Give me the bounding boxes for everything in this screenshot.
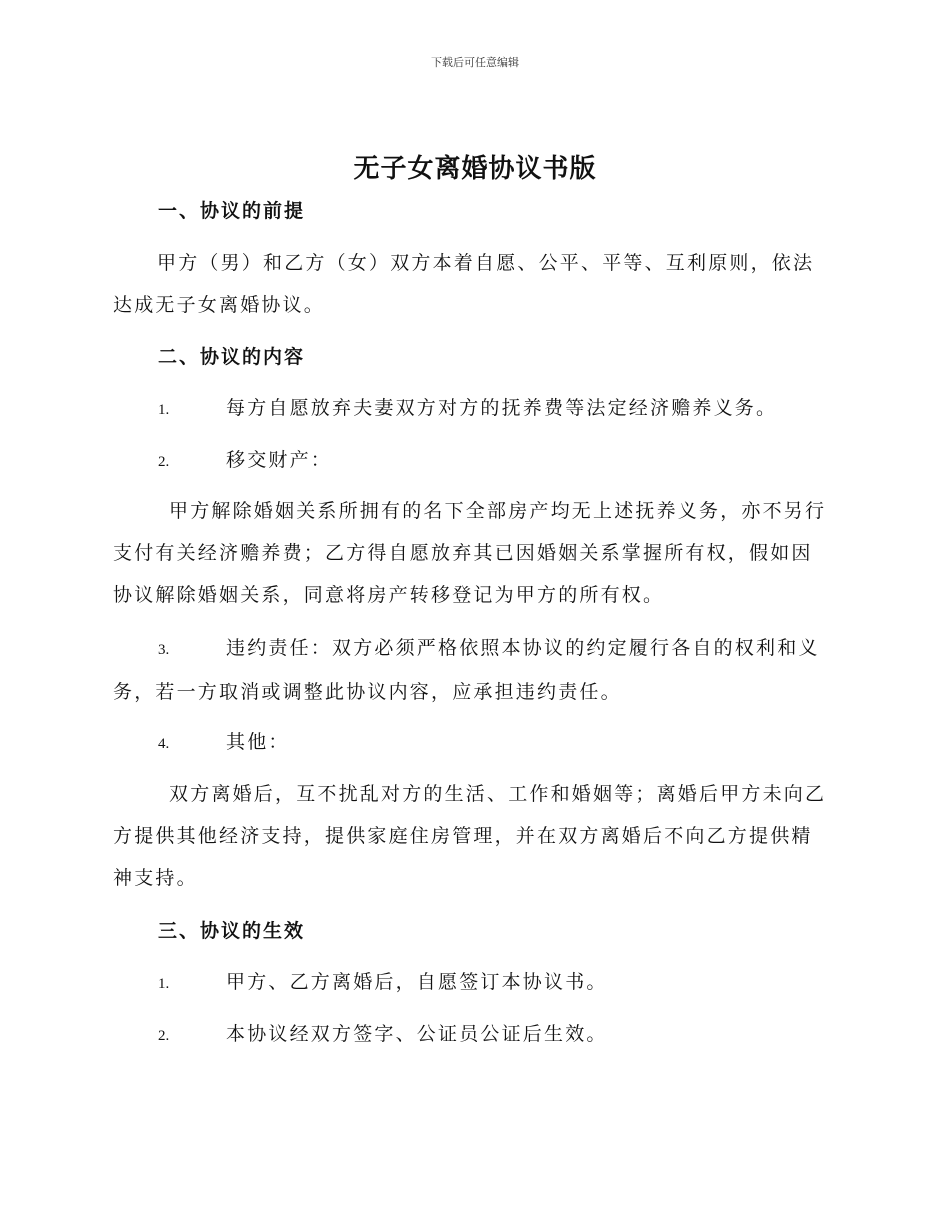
property-text: 甲方解除婚姻关系所拥有的名下全部房产均无上述抚养义务，亦不另行支付有关经济赡养费；乙方得自愿放弃其已因婚姻关系掌握所有权，假如因协议解除婚姻关系，同意将房产转移登记为甲方的所有权。 bbox=[113, 500, 827, 606]
premise-paragraph bbox=[113, 242, 833, 326]
item-number: 2. bbox=[158, 1028, 170, 1044]
property-paragraph bbox=[113, 490, 833, 616]
effect-item-1 bbox=[158, 961, 833, 1005]
item-text: 其他： bbox=[226, 731, 290, 753]
effect-item-2 bbox=[158, 1013, 833, 1057]
item-text: 违约责任：双方必须严格依照本协议的约定履行各自的权利和义务，若一方取消或调整此协议内容，应承担违约责任。 bbox=[113, 637, 820, 703]
item-number: 2. bbox=[158, 454, 170, 470]
content-item-1 bbox=[158, 387, 833, 431]
section-heading-premise: 一、协议的前提 bbox=[158, 200, 306, 222]
header-note: 下载后可任意编辑 bbox=[431, 56, 519, 69]
content-item-3 bbox=[113, 627, 833, 713]
document-title: 无子女离婚协议书版 bbox=[353, 154, 597, 184]
other-paragraph bbox=[113, 773, 833, 899]
section-heading-content: 二、协议的内容 bbox=[158, 346, 306, 368]
item-text: 移交财产： bbox=[226, 449, 333, 471]
item-text: 甲方、乙方离婚后，自愿签订本协议书。 bbox=[226, 971, 608, 993]
item-number: 4. bbox=[158, 736, 170, 752]
premise-text: 甲方（男）和乙方（女）双方本着自愿、公平、平等、互利原则，依法达成无子女离婚协议。 bbox=[113, 252, 815, 316]
content-item-4 bbox=[158, 721, 833, 765]
item-text: 本协议经双方签字、公证员公证后生效。 bbox=[226, 1023, 608, 1045]
item-number: 1. bbox=[158, 402, 170, 418]
content-item-2 bbox=[158, 439, 833, 483]
item-number: 3. bbox=[158, 642, 170, 658]
other-text: 双方离婚后，互不扰乱对方的生活、工作和婚姻等；离婚后甲方未向乙方提供其他经济支持，提供家庭住房管理，并在双方离婚后不向乙方提供精神支持。 bbox=[113, 783, 827, 889]
section-heading-effect: 三、协议的生效 bbox=[158, 920, 306, 942]
item-text: 每方自愿放弃夫妻双方对方的抚养费等法定经济赡养义务。 bbox=[226, 397, 778, 419]
item-number: 1. bbox=[158, 976, 170, 992]
